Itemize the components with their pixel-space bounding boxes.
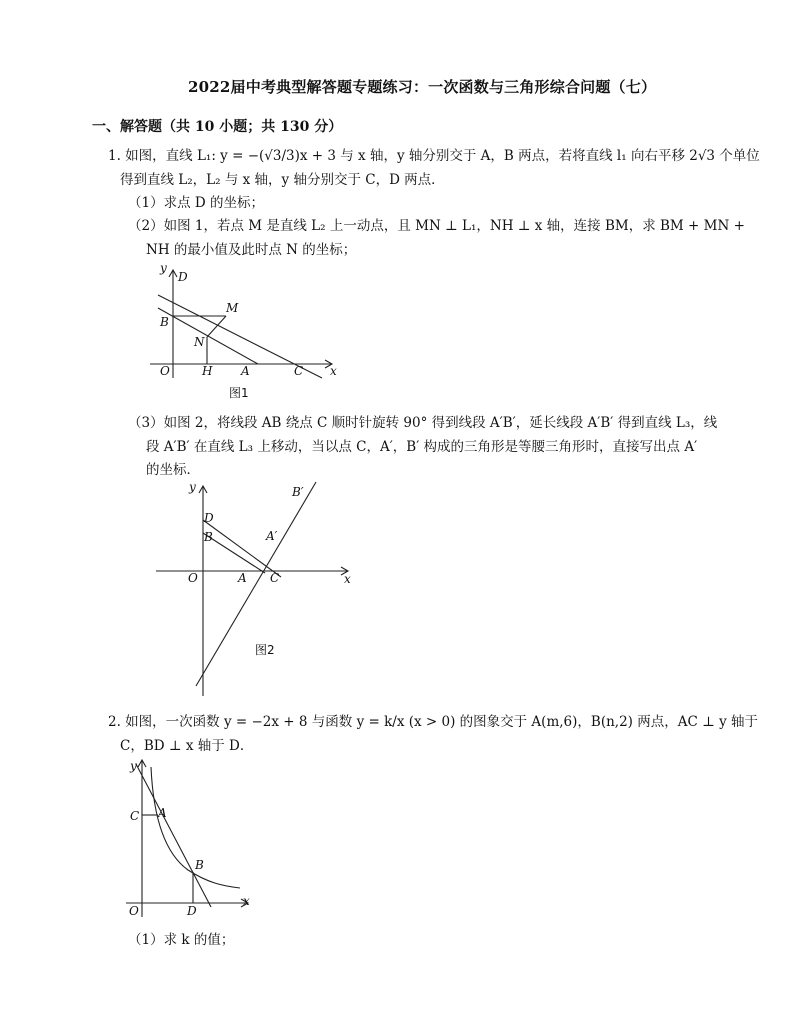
fig3-label-y: y <box>130 759 137 773</box>
fig1-label-x: x <box>330 364 337 378</box>
fig1-label-O: O <box>160 364 170 378</box>
section-heading: 一、解答题（共 10 小题；共 130 分） <box>92 119 343 135</box>
q1-part3-line3: 的坐标． <box>146 462 200 478</box>
q2-stem-line1: 2. 如图，一次函数 y = −2x + 8 与函数 y = k/x (x > 0) 的图象交于 A(m,6)，B(n,2) 两点，AC ⊥ y 轴于 <box>108 714 758 730</box>
fig3-label-D: D <box>187 904 197 918</box>
figure-2 <box>148 478 368 698</box>
q2-part1: （1）求 k 的值； <box>128 932 235 948</box>
fig1-caption: 图1 <box>229 386 249 400</box>
q1-stem-line1: 1. 如图，直线 L₁: y = −(√3/3)x + 3 与 x 轴，y 轴分别交于 A，B 两点，若将直线 l₁ 向右平移 2√3 个单位 <box>108 148 760 164</box>
fig2-label-x: x <box>344 572 351 586</box>
fig1-label-B: B <box>160 315 169 329</box>
figure-3 <box>118 752 258 922</box>
fig2-label-C: C <box>270 571 280 585</box>
fig1-label-H: H <box>202 364 213 378</box>
fig3-label-A: A <box>158 806 167 820</box>
fig3-label-B: B <box>195 858 204 872</box>
page-title: 2022届中考典型解答题专题练习：一次函数与三角形综合问题（七） <box>188 78 657 96</box>
q1-part2-line1: （2）如图 1，若点 M 是直线 L₂ 上一动点，且 MN ⊥ L₁，NH ⊥ x 轴，连接 BM，求 BM + MN + <box>128 218 745 234</box>
fig2-label-O: O <box>188 571 198 585</box>
fig2-label-Bprime: B′ <box>292 485 304 499</box>
fig1-label-C: C <box>294 364 304 378</box>
fig3-label-O: O <box>129 904 139 918</box>
fig1-label-y: y <box>160 261 167 275</box>
fig1-label-M: M <box>226 301 239 315</box>
q1-part3-line2: 段 A′B′ 在直线 L₃ 上移动，当以点 C，A′，B′ 构成的三角形是等腰三角形时，直接写出点 A′ <box>146 439 698 455</box>
q1-part2-line2: NH 的最小值及此时点 N 的坐标； <box>146 242 357 258</box>
fig2-label-A: A <box>238 571 247 585</box>
fig1-label-D: D <box>178 270 188 284</box>
q1-stem-line2: 得到直线 L₂，L₂ 与 x 轴，y 轴分别交于 C，D 两点． <box>120 172 445 188</box>
fig3-label-C: C <box>130 809 140 823</box>
q1-part3-line1: （3）如图 2，将线段 AB 绕点 C 顺时针旋转 90° 得到线段 A′B′，延长线段 A′B′ 得到直线 L₃，线 <box>128 415 718 431</box>
fig3-line <box>136 764 211 907</box>
fig2-label-Aprime: A′ <box>266 529 278 543</box>
fig1-label-A: A <box>241 364 250 378</box>
fig1-segment-MN <box>207 316 226 337</box>
fig2-label-D: D <box>204 511 214 525</box>
fig2-label-y: y <box>189 480 196 494</box>
fig1-label-N: N <box>194 335 205 349</box>
fig3-label-x: x <box>243 894 250 908</box>
figure-1 <box>140 260 350 410</box>
q1-part1: （1）求点 D 的坐标； <box>128 195 264 211</box>
q2-stem-line2: C，BD ⊥ x 轴于 D． <box>120 738 254 754</box>
fig2-caption: 图2 <box>255 643 275 657</box>
fig2-label-B: B <box>204 530 213 544</box>
